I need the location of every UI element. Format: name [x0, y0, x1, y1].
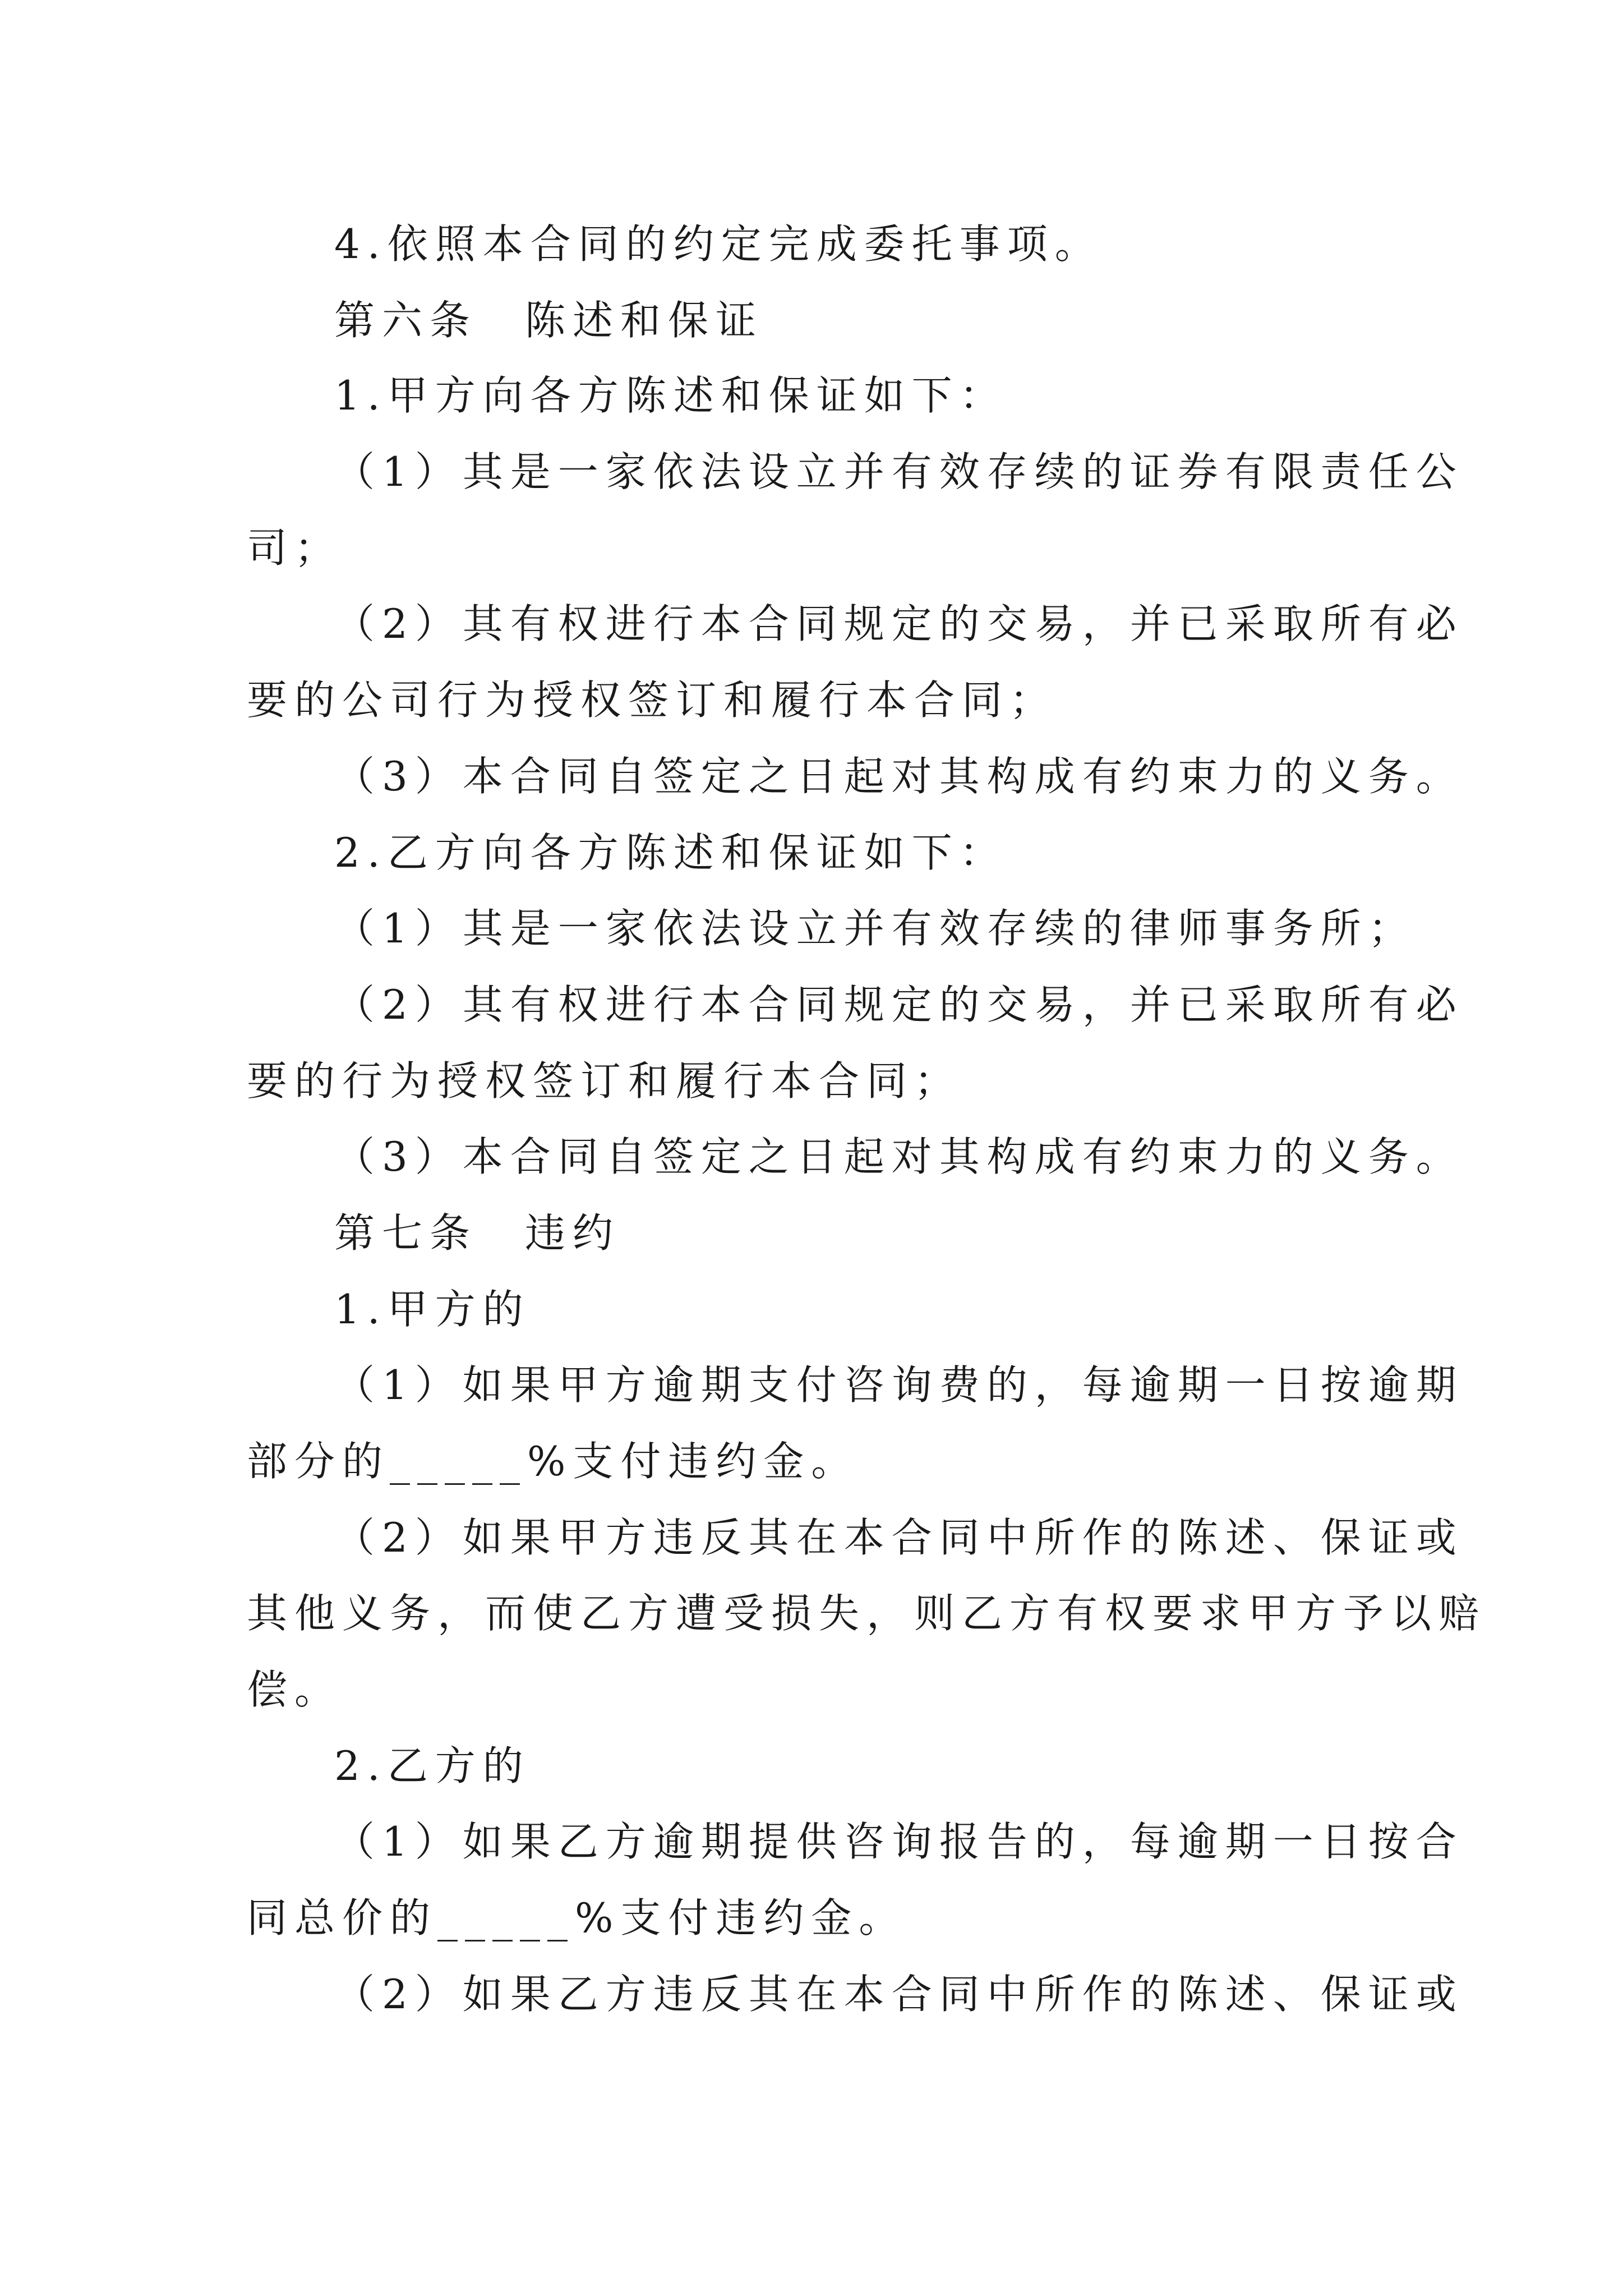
paragraph-line: （3）本合同自签定之日起对其构成有约束力的义务。 — [334, 753, 1464, 800]
paragraph-line: （1）其是一家依法设立并有效存续的律师事务所； — [334, 905, 1416, 952]
paragraph-line: 4.依照本合同的约定完成委托事项。 — [334, 220, 1103, 268]
paragraph-line: 司； — [247, 524, 343, 572]
paragraph-line: （2）如果乙方违反其在本合同中所作的陈述、保证或 — [334, 1971, 1464, 2018]
paragraph-line: 1.甲方的 — [334, 1286, 531, 1333]
article-heading: 第六条 陈述和保证 — [334, 297, 764, 344]
article-heading: 第七条 违约 — [334, 1209, 621, 1257]
paragraph-line: 其他义务，而使乙方遭受损失，则乙方有权要求甲方予以赔 — [247, 1590, 1487, 1637]
paragraph-line: （3）本合同自签定之日起对其构成有约束力的义务。 — [334, 1133, 1464, 1180]
paragraph-line: （1）如果甲方逾期支付咨询费的，每逾期一日按逾期 — [334, 1361, 1464, 1409]
paragraph-line: （1）其是一家依法设立并有效存续的证券有限责任公 — [334, 448, 1464, 495]
paragraph-line: （2）如果甲方违反其在本合同中所作的陈述、保证或 — [334, 1514, 1464, 1561]
paragraph-line: 偿。 — [247, 1666, 343, 1713]
paragraph-line: （2）其有权进行本合同规定的交易，并已采取所有必 — [334, 600, 1464, 647]
paragraph-line: 同总价的_____%支付违约金。 — [247, 1894, 907, 1941]
paragraph-line: 要的公司行为授权签订和履行本合同； — [247, 677, 1058, 724]
paragraph-line: （1）如果乙方逾期提供咨询报告的，每逾期一日按合 — [334, 1818, 1464, 1865]
paragraph-line: 2.乙方的 — [334, 1742, 531, 1789]
paragraph-line: 2.乙方向各方陈述和保证如下： — [334, 829, 1007, 876]
paragraph-line: 部分的_____%支付违约金。 — [247, 1438, 859, 1485]
paragraph-line: （2）其有权进行本合同规定的交易，并已采取所有必 — [334, 981, 1464, 1028]
paragraph-line: 1.甲方向各方陈述和保证如下： — [334, 372, 1007, 419]
paragraph-line: 要的行为授权签订和履行本合同； — [247, 1057, 962, 1105]
